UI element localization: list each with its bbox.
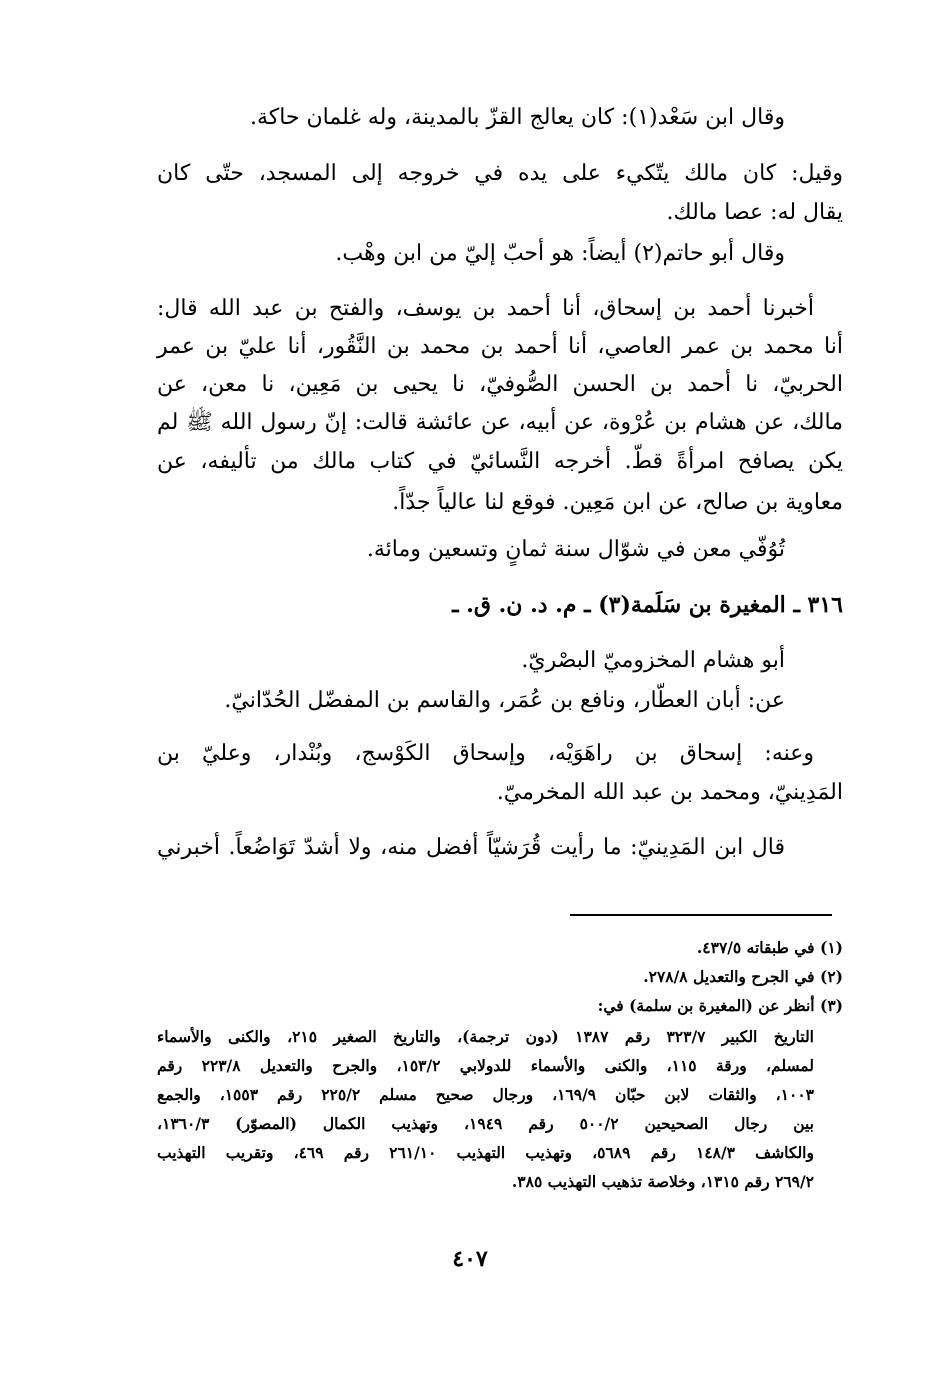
footnote-3-line-1: التاريخ الكبير ٣٢٣/٧ رقم ١٣٨٧ (دون ترجمة)، والتاريخ الصغير ٢١٥، والكنى والأسماء (157, 1027, 814, 1046)
body-line-teachers: عن: أبان العطّار، ونافع بن عُمَر، والقاسم بن المفضّل الحُدّانيّ. (224, 688, 785, 713)
footnote-2: (٢) في الجرح والتعديل ٢٧٨/٨. (643, 967, 843, 986)
body-line-students-2: المَدِينيّ، ومحمد بن عبد الله المخرميّ. (496, 780, 843, 805)
body-line-students-1: وعنه: إسحاق بن راهَوَيْه، وإسحاق الكَوْسج، وبُنْدار، وعليّ بن (157, 741, 814, 766)
body-line-death: تُوُفّي معن في شوّال سنة ثمانٍ وتسعين ومائة. (366, 537, 785, 562)
body-line-qila-1: وقيل: كان مالك يتّكيء على يده في خروجه إلى المسجد، حتّى كان (157, 161, 843, 186)
footnote-1: (١) في طبقاته ٤٣٧/٥. (696, 938, 843, 957)
body-line-kunya: أبو هشام المخزوميّ البصْريّ. (521, 648, 785, 673)
footnote-3-line-5: والكاشف ١٤٨/٣ رقم ٥٦٨٩، وتهذيب التهذيب ٢٦١/١٠ رقم ٤٦٩، وتقريب التهذيب (157, 1143, 814, 1162)
page-number: ٤٠٧ (452, 1246, 488, 1272)
footnote-3-line-2: لمسلم، ورقة ١١٥، والكنى والأسماء للدولابي ١٥٣/٢، والجرح والتعديل ٢٢٣/٨ رقم (157, 1056, 814, 1075)
footnote-3-head: (٣) أنظر عن (المغيرة بن سلمة) في: (597, 996, 843, 1015)
footnote-3-line-4: بين رجال الصحيحين ٥٠٠/٢ رقم ١٩٤٩، وتهذيب الكمال (المصوّر) ١٣٦٠/٣، (157, 1114, 814, 1133)
entry-heading: ٣١٦ ـ المغيرة بن سَلَمة(٣) ـ م. د. ن. ق. ـ (452, 592, 843, 618)
body-line-isnad-3: الحربيّ، نا أحمد بن الحسن الصُّوفيّ، نا يحيى بن مَعِين، نا معن، عن (157, 372, 843, 397)
body-line-qila-2: يقال له: عصا مالك. (666, 200, 843, 225)
body-line-isnad-1: أخبرنا أحمد بن إسحاق، أنا أحمد بن يوسف، والفتح بن عبد الله قال: (157, 296, 814, 321)
body-line-ibn-saad: وقال ابن سَعْد(١): كان يعالج القزّ بالمدينة، وله غلمان حاكة. (249, 105, 785, 130)
body-line-isnad-4: مالك، عن هشام بن عُرْوة، عن أبيه، عن عائشة قالت: إنّ رسول الله ﷺ لم (157, 410, 843, 435)
footnote-separator (570, 914, 832, 916)
body-line-isnad-5: يكن يصافح امرأةً قطّ. أخرجه النَّسائيّ في كتاب مالك من تأليفه، عن (157, 449, 843, 474)
body-line-isnad-2: أنا محمد بن عمر العاصي، أنا أحمد بن محمد بن النَّقُور، أنا عليّ بن عمر (157, 334, 843, 359)
footnote-3-line-3: ١٠٠٣، والثقات لابن حبّان ١٦٩/٩، ورجال صحيح مسلم ٢٢٥/٢ رقم ١٥٥٣، والجمع (157, 1085, 814, 1104)
footnote-3-line-6: ٢٦٩/٢ رقم ١٣١٥، وخلاصة تذهيب التهذيب ٣٨٥. (511, 1172, 814, 1191)
body-line-isnad-6: معاوية بن صالح، عن ابن مَعِين. فوقع لنا عالياً جدّاً. (392, 490, 843, 515)
body-line-abu-hatim: وقال أبو حاتم(٢) أيضاً: هو أحبّ إليّ من ابن وهْب. (335, 241, 785, 266)
body-line-ibn-madini: قال ابن المَدِينيّ: ما رأيت قُرَشيّاً أفضل منه، ولا أشدّ تَوَاضُعاً. أخبرني (157, 835, 785, 860)
